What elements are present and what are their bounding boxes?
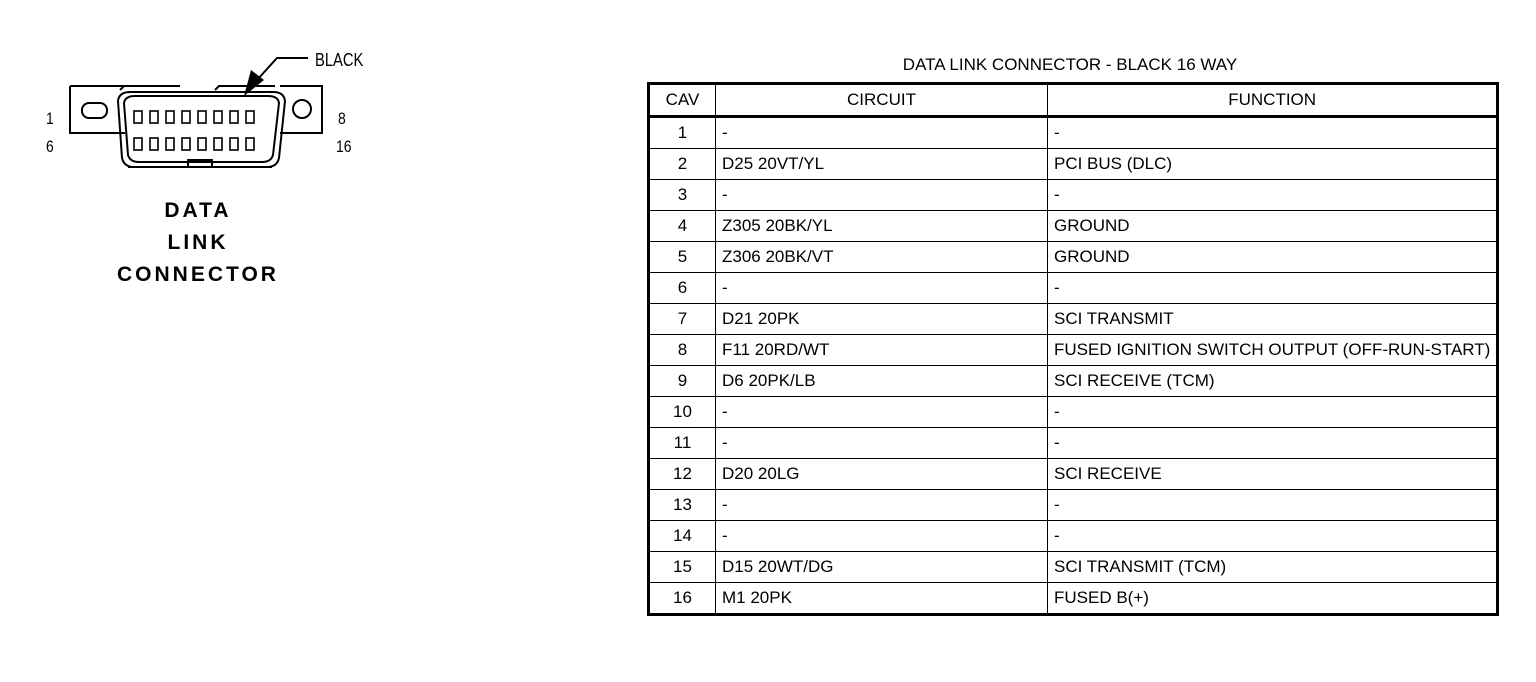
cav-cell: 2	[649, 149, 716, 180]
function-cell: SCI RECEIVE	[1048, 459, 1498, 490]
circuit-cell: -	[716, 521, 1048, 552]
cav-cell: 13	[649, 490, 716, 521]
table-row	[649, 273, 1498, 304]
connector-body	[124, 96, 279, 162]
cav-cell: 7	[649, 304, 716, 335]
table-header-row	[649, 84, 1498, 117]
cav-cell: 4	[649, 211, 716, 242]
cav-cell: 1	[649, 117, 716, 149]
function-cell: FUSED IGNITION SWITCH OUTPUT (OFF-RUN-START)	[1048, 335, 1498, 366]
cav-cell: 5	[649, 242, 716, 273]
color-callout-label: BLACK	[315, 50, 364, 70]
table-row	[649, 180, 1498, 211]
function-cell: -	[1048, 117, 1498, 149]
circuit-cell: M1 20PK	[716, 583, 1048, 615]
right-ear-outline	[280, 86, 322, 133]
function-cell: -	[1048, 490, 1498, 521]
function-cell: GROUND	[1048, 242, 1498, 273]
cav-cell: 12	[649, 459, 716, 490]
connector-figure	[0, 0, 420, 320]
connector-title-line-1: DATA	[164, 199, 232, 222]
circuit-cell: D15 20WT/DG	[716, 552, 1048, 583]
cav-cell: 3	[649, 180, 716, 211]
circuit-cell: F11 20RD/WT	[716, 335, 1048, 366]
table-row	[649, 149, 1498, 180]
cav-cell: 11	[649, 428, 716, 459]
circuit-cell: Z305 20BK/YL	[716, 211, 1048, 242]
table-row	[649, 521, 1498, 552]
table-row	[649, 335, 1498, 366]
cav-cell: 6	[649, 273, 716, 304]
pin-label-1: 1	[46, 109, 54, 128]
table-row	[649, 490, 1498, 521]
circuit-cell: Z306 20BK/VT	[716, 242, 1048, 273]
right-mount-hole	[293, 100, 311, 118]
table-row	[649, 117, 1498, 149]
function-cell: -	[1048, 428, 1498, 459]
pinout-table	[647, 82, 1499, 616]
pin-label-6: 6	[46, 137, 54, 156]
pin-label-8: 8	[338, 109, 346, 128]
function-cell: PCI BUS (DLC)	[1048, 149, 1498, 180]
function-cell: -	[1048, 521, 1498, 552]
callout-leader	[257, 58, 308, 80]
circuit-cell: D25 20VT/YL	[716, 149, 1048, 180]
cav-cell: 9	[649, 366, 716, 397]
circuit-cell: -	[716, 273, 1048, 304]
function-cell: -	[1048, 273, 1498, 304]
table-row	[649, 211, 1498, 242]
left-ear-outline	[70, 86, 125, 133]
function-cell: SCI TRANSMIT (TCM)	[1048, 552, 1498, 583]
pin-cavities	[134, 111, 254, 150]
circuit-cell: D6 20PK/LB	[716, 366, 1048, 397]
connector-title-line-3: CONNECTOR	[117, 263, 279, 286]
function-cell: -	[1048, 397, 1498, 428]
circuit-cell: -	[716, 117, 1048, 149]
table-row	[649, 583, 1498, 615]
pinout-table-body	[649, 117, 1498, 615]
circuit-cell: -	[716, 180, 1048, 211]
circuit-cell: -	[716, 428, 1048, 459]
function-cell: -	[1048, 180, 1498, 211]
circuit-cell: -	[716, 397, 1048, 428]
left-mount-slot	[82, 103, 107, 118]
circuit-cell: D20 20LG	[716, 459, 1048, 490]
header-cav: CAV	[649, 84, 716, 117]
function-cell: GROUND	[1048, 211, 1498, 242]
function-cell: FUSED B(+)	[1048, 583, 1498, 615]
function-cell: SCI TRANSMIT	[1048, 304, 1498, 335]
table-row	[649, 459, 1498, 490]
header-circuit: CIRCUIT	[716, 84, 1048, 117]
table-row	[649, 397, 1498, 428]
circuit-cell: D21 20PK	[716, 304, 1048, 335]
table-title: DATA LINK CONNECTOR - BLACK 16 WAY	[902, 55, 1238, 74]
cav-cell: 10	[649, 397, 716, 428]
cav-cell: 15	[649, 552, 716, 583]
table-row	[649, 304, 1498, 335]
header-function: FUNCTION	[1048, 84, 1498, 117]
cav-cell: 16	[649, 583, 716, 615]
function-cell: SCI RECEIVE (TCM)	[1048, 366, 1498, 397]
pin-label-16: 16	[336, 137, 352, 156]
table-row	[649, 552, 1498, 583]
connector-shell	[118, 92, 285, 167]
table-row	[649, 366, 1498, 397]
table-row	[649, 242, 1498, 273]
connector-title-line-2: LINK	[167, 231, 229, 254]
circuit-cell: -	[716, 490, 1048, 521]
table-row	[649, 428, 1498, 459]
cav-cell: 8	[649, 335, 716, 366]
cav-cell: 14	[649, 521, 716, 552]
